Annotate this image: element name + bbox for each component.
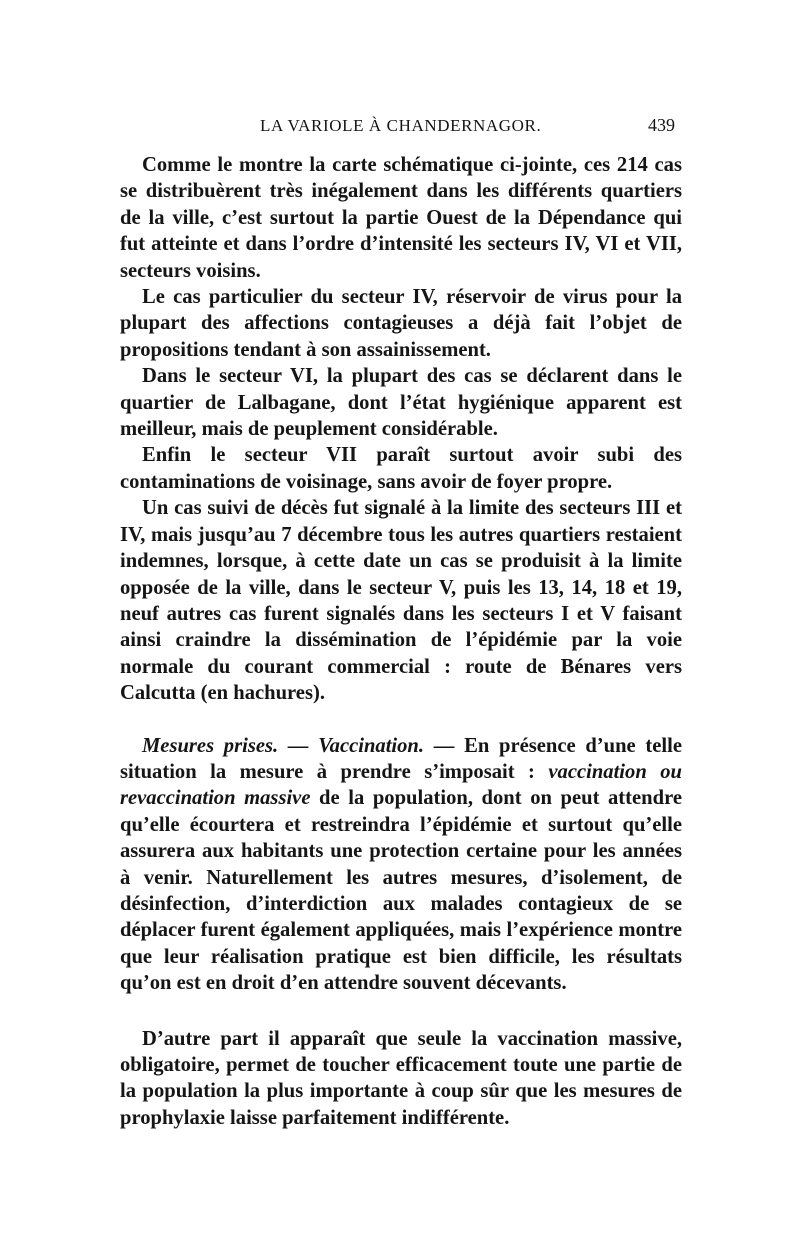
running-title: LA VARIOLE À CHANDERNAGOR. (260, 116, 542, 135)
paragraph-distribution: Comme le montre la carte schématique ci-jointe, ces 214 cas se distribuèrent très inégalement dans les différents quartiers de la ville, c’est surtout la partie Ouest de la Dépendance qui fut atteinte et dans l’ordre d’intensité les secteurs IV, VI et VII, secteurs voisins. (120, 154, 682, 282)
paragraph-sector-vi: Dans le secteur VI, la plupart des cas se déclarent dans le quartier de Lalbagane, dont l’état hygiénique apparent est meilleur, mais de peuplement considérable. (120, 365, 682, 441)
paragraph-sector-iv: Le cas particulier du secteur IV, réservoir de virus pour la plupart des affections contagieuses a déjà fait l’objet de propositions tendant à son assainissement. (120, 286, 682, 361)
paragraph-mass-vaccination: D’autre part il apparaît que seule la vaccination massive, obligatoire, permet de toucher efficacement toute une partie de la population la plus importante à coup sûr que les mesures de prophylaxie laisse parfaitement indifférente. (120, 1027, 682, 1129)
body-text (120, 152, 682, 1131)
paragraph-sector-vii: Enfin le secteur VII paraît surtout avoir subi des contaminations de voisinage, sans avoir de foyer propre. (120, 444, 682, 493)
section-heading: Mesures prises. — Vaccination. (142, 734, 425, 757)
paragraph-dissemination: Un cas suivi de décès fut signalé à la limite des secteurs III et IV, mais jusqu’au 7 décembre tous les autres quartiers restaient indemnes, lorsque, à cette date un cas se produisit à la limite opposée de la ville, dans le secteur V, puis les 13, 14, 18 et 19, neuf autres cas furent signalés dans les secteurs I et V faisant ainsi craindre la dissémination de l’épidémie par la voie normale du courant commercial : route de Bénares vers Calcutta (en hachures). (120, 497, 682, 705)
measures-text-part-1: — En présence d’une telle situation la mesure à prendre s’imposait : (120, 734, 682, 783)
measures-text-part-2: de la population, dont on peut attendre qu’elle écourtera et restreindra l’épidémie et surtout qu’elle assurera aux habitants une protection certaine pour les années à venir. Naturellement les autres mesures, d’isolement, de désinfection, d’interdiction aux malades contagieux de se déplacer furent également appliquées, mais l’expérience montre que leur réalisation pratique est bien difficile, les résultats qu’on est en droit d’en attendre souvent décevants. (120, 787, 682, 995)
paragraph-measures (120, 733, 682, 997)
page-number: 439 (648, 115, 675, 135)
emphasized-measure: vaccination ou revaccination massive (120, 760, 682, 810)
